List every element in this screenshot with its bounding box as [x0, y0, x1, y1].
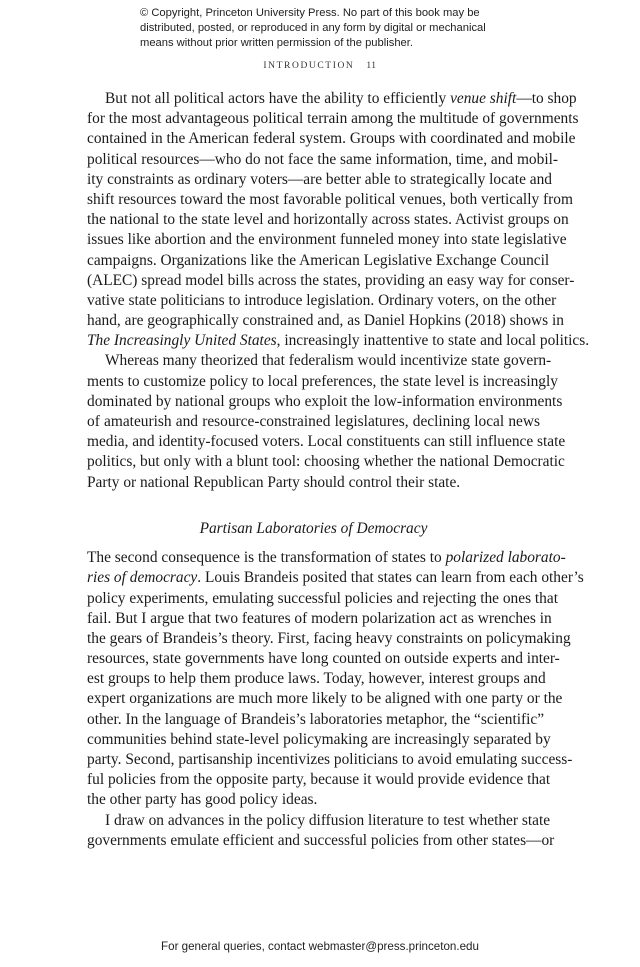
paragraph-line: communities behind state-level policymaking are increasingly separated by	[87, 730, 551, 748]
paragraph-line: (ALEC) spread model bills across the states, providing an easy way for conser-	[87, 271, 575, 289]
paragraph-line: Party or national Republican Party should control their state.	[87, 473, 461, 491]
copyright-line: means without prior written permission of the publisher.	[140, 37, 413, 50]
paragraph-line: policy experiments, emulating successful policies and rejecting the ones that	[87, 589, 558, 607]
copyright-line: © Copyright, Princeton University Press. No part of this book may be	[140, 7, 480, 19]
paragraph-line: dominated by national groups who exploit the low-information environments	[87, 392, 563, 410]
paragraph-line: political resources—who do not face the same information, time, and mobil-	[87, 150, 558, 168]
paragraph-line: The second consequence is the transformation of states to polarized laborato-	[87, 549, 566, 567]
paragraph-line: resources, state governments have long counted on outside experts and inter-	[87, 650, 560, 668]
paragraph-line: est groups to help them produce laws. Today, however, interest groups and	[87, 670, 546, 688]
paragraph-line: contained in the American federal system. Groups with coordinated and mobile	[87, 130, 576, 148]
paragraph-line: issues like abortion and the environment funneled money into state legislative	[87, 231, 567, 249]
copyright-notice	[140, 6, 540, 52]
paragraph-line: I draw on advances in the policy diffusion literature to test whether state	[105, 811, 551, 829]
copyright-line: distributed, posted, or reproduced in any form by digital or mechanical	[140, 22, 486, 35]
paragraph-line: media, and identity-focused voters. Local constituents can still influence state	[87, 433, 566, 451]
paragraph-line: vative state politicians to introduce legislation. Ordinary voters, on the other	[87, 291, 557, 309]
running-head-section: INTRODUCTION	[263, 61, 355, 71]
paragraph-line: shift resources toward the most favorable political venues, both vertically from	[87, 190, 573, 208]
paragraph-line: of amateurish and resource-constrained legislatures, declining local news	[87, 413, 540, 430]
book-title: The Increasingly United States	[87, 332, 277, 350]
paragraph-line: other. In the language of Brandeis’s laboratories metaphor, the “scientific”	[87, 710, 545, 728]
section-heading: Partisan Laboratories of Democracy	[199, 519, 428, 537]
running-head	[0, 61, 640, 71]
polarized-laboratories-term: polarized laborato-	[445, 549, 566, 567]
paragraph-line: expert organizations are much more likely to be aligned with one party or the	[87, 690, 563, 708]
footer-contact: For general queries, contact webmaster@press.princeton.edu	[161, 940, 479, 953]
paragraph-line: ments to customize policy to local preferences, the state level is increasingly	[87, 372, 558, 390]
paragraph-line: campaigns. Organizations like the American Legislative Exchange Council	[87, 251, 550, 269]
paragraph-line: ful policies from the opposite party, because it would provide evidence that	[87, 771, 551, 789]
paragraph-line: hand, are geographically constrained and, as Daniel Hopkins (2018) shows in	[87, 312, 564, 330]
paragraph-line: politics, but only with a blunt tool: choosing whether the national Democratic	[87, 453, 565, 471]
paragraph-line: ity constraints as ordinary voters—are better able to strategically locate and	[87, 170, 552, 188]
paragraph-line: Whereas many theorized that federalism would incentivize state govern-	[105, 352, 552, 370]
paragraph-line: The Increasingly United States, increasingly inattentive to state and local politics.	[87, 332, 590, 350]
paragraph-line: governments emulate efficient and successful policies from other states—or	[87, 831, 555, 849]
paragraph-line: for the most advantageous political terrain among the multitude of governments	[87, 110, 579, 128]
page-number: 11	[366, 61, 377, 71]
paragraph-line: fail. But I argue that two features of modern polarization act as wrenches in	[87, 609, 552, 627]
paragraph-line: the gears of Brandeis’s theory. First, facing heavy constraints on policymaking	[87, 629, 571, 647]
paragraph-line: the other party has good policy ideas.	[87, 791, 318, 809]
body-text	[87, 89, 590, 851]
paragraph-line: ries of democracy. Louis Brandeis posited that states can learn from each other’s	[87, 569, 584, 587]
paragraph-line: the national to the state level and horizontally across states. Activist groups on	[87, 211, 569, 229]
paragraph-line: party. Second, partisanship incentivizes politicians to avoid emulating success-	[87, 751, 573, 768]
polarized-laboratories-term: ries of democracy	[87, 569, 198, 587]
venue-shift-term: venue shift	[450, 90, 517, 107]
paragraph-line: But not all political actors have the ability to efficiently venue shift—to shop	[105, 90, 577, 107]
